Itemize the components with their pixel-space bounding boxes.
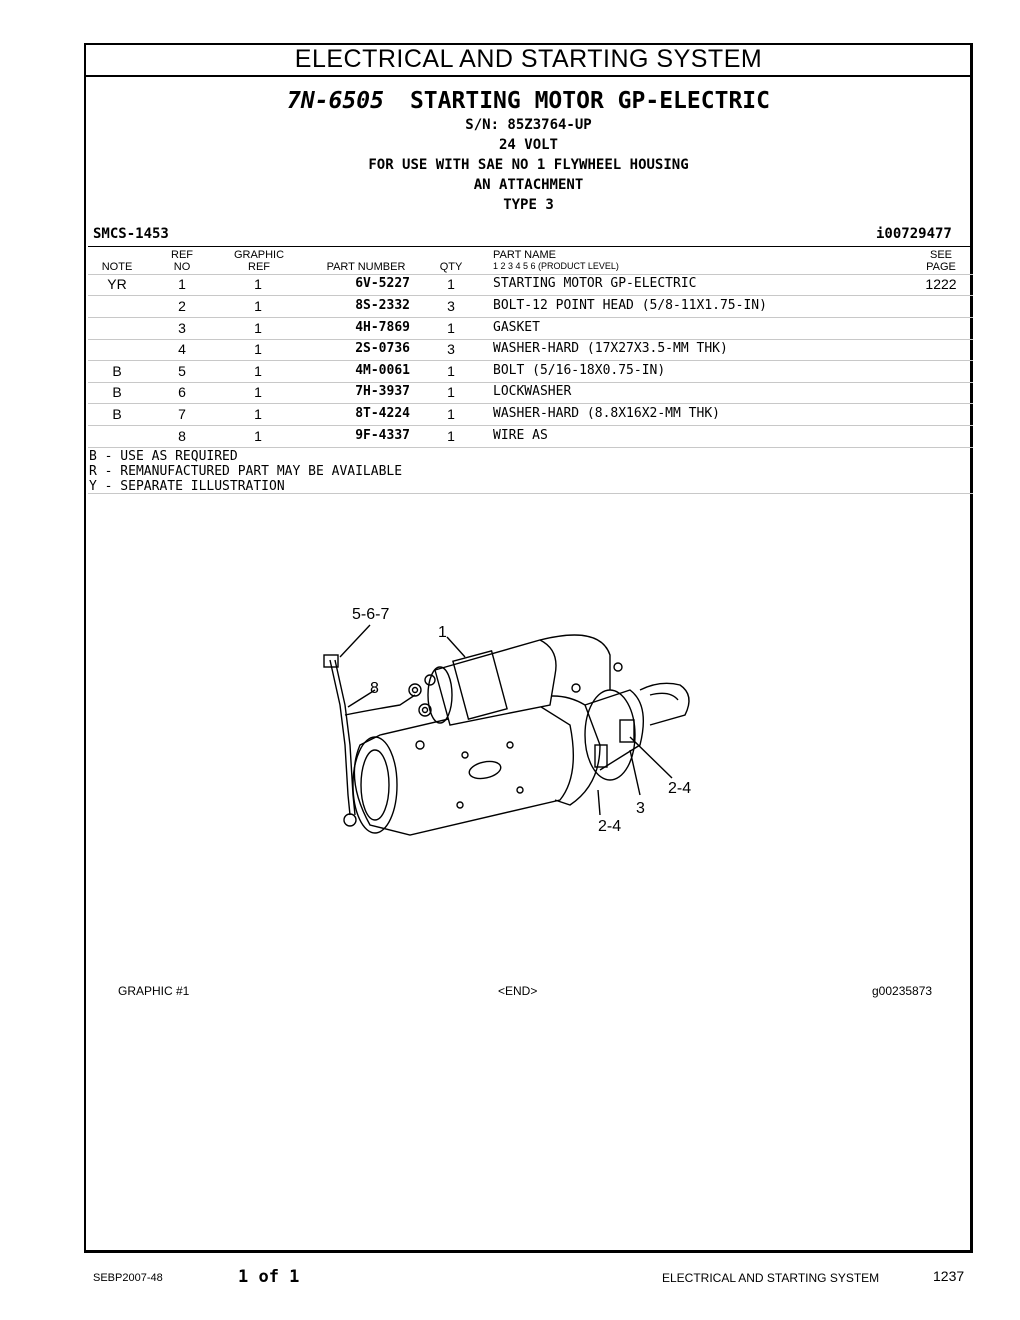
col-ref-bottom: NO	[173, 261, 191, 273]
col-part-name: PART NAME	[493, 249, 556, 261]
col-graphic-top: GRAPHIC	[233, 249, 285, 261]
row-part-number: 6V-5227	[355, 276, 410, 291]
row-note: B	[112, 406, 122, 422]
row-see-page: 1222	[925, 276, 957, 292]
callout-2-4-upper: 2-4	[668, 780, 692, 797]
row-graphic-ref: 1	[254, 428, 262, 444]
row-qty: 1	[447, 406, 455, 422]
row-qty: 1	[447, 384, 455, 400]
col-part-number: PART NUMBER	[326, 261, 406, 273]
row-ref: 8	[178, 428, 186, 444]
row-rule	[88, 295, 973, 296]
row-rule	[88, 360, 973, 361]
header-rule	[88, 246, 973, 247]
row-ref: 7	[178, 406, 186, 422]
smcs-code: SMCS-1453	[93, 226, 169, 242]
callout-2-4-lower: 2-4	[598, 818, 622, 835]
row-graphic-ref: 1	[254, 276, 262, 292]
row-part-number: 9F-4337	[355, 428, 410, 443]
row-rule	[88, 382, 973, 383]
col-see-top: SEE	[929, 249, 952, 261]
row-part-number: 4H-7869	[355, 320, 410, 335]
header-part-name: STARTING MOTOR GP-ELECTRIC	[409, 88, 770, 114]
row-ref: 6	[178, 384, 186, 400]
serial-number: S/N: 85Z3764-UP	[465, 117, 592, 133]
attachment-note: AN ATTACHMENT	[473, 177, 584, 193]
col-qty: QTY	[439, 261, 463, 273]
row-part-name: BOLT (5/16-18X0.75-IN)	[493, 363, 666, 378]
col-see-bottom: PAGE	[926, 261, 956, 273]
row-note: YR	[107, 276, 127, 292]
row-qty: 1	[447, 428, 455, 444]
callout-5-6-7: 5-6-7	[352, 606, 390, 623]
end-marker: <END>	[498, 984, 538, 998]
row-part-name: WASHER-HARD (8.8X16X2-MM THK)	[493, 406, 720, 421]
col-product-level: 1 2 3 4 5 6 (PRODUCT LEVEL)	[493, 261, 619, 271]
starting-motor-illustration	[300, 595, 720, 840]
row-part-name: BOLT-12 POINT HEAD (5/8-11X1.75-IN)	[493, 298, 767, 313]
footer-section: ELECTRICAL AND STARTING SYSTEM	[662, 1271, 880, 1285]
row-graphic-ref: 1	[254, 298, 262, 314]
col-graphic-bottom: REF	[248, 261, 270, 273]
row-part-name: STARTING MOTOR GP-ELECTRIC	[493, 276, 697, 291]
doc-id: i00729477	[876, 226, 952, 242]
col-note: NOTE	[101, 261, 133, 273]
row-ref: 4	[178, 341, 186, 357]
callout-3: 3	[636, 800, 645, 817]
row-graphic-ref: 1	[254, 363, 262, 379]
row-part-name: WIRE AS	[493, 428, 548, 443]
col-ref-top: REF	[171, 249, 193, 261]
row-note: B	[112, 363, 122, 379]
row-part-name: GASKET	[493, 320, 540, 335]
row-rule	[88, 339, 973, 340]
row-note: B	[112, 384, 122, 400]
part-title	[84, 88, 973, 114]
row-ref: 3	[178, 320, 186, 336]
footer-page-of: 1 of 1	[238, 1267, 300, 1287]
row-graphic-ref: 1	[254, 384, 262, 400]
row-qty: 1	[447, 363, 455, 379]
row-part-number: 2S-0736	[355, 341, 410, 356]
row-graphic-ref: 1	[254, 341, 262, 357]
row-rule	[88, 447, 973, 448]
footer-page-number: 1237	[933, 1268, 965, 1284]
row-qty: 3	[447, 341, 455, 357]
row-part-number: 8T-4224	[355, 406, 410, 421]
row-qty: 3	[447, 298, 455, 314]
row-rule	[88, 425, 973, 426]
row-part-name: WASHER-HARD (17X27X3.5-MM THK)	[493, 341, 728, 356]
legend-use-as-required: B - USE AS REQUIRED	[89, 449, 238, 464]
footer-doc-number: SEBP2007-48	[93, 1272, 163, 1284]
legend-separate-illustration: Y - SEPARATE ILLUSTRATION	[89, 479, 285, 494]
row-rule	[88, 317, 973, 318]
usage-note: FOR USE WITH SAE NO 1 FLYWHEEL HOUSING	[368, 157, 689, 173]
section-title: ELECTRICAL AND STARTING SYSTEM	[84, 43, 973, 77]
row-rule	[88, 403, 973, 404]
row-part-number: 8S-2332	[355, 298, 410, 313]
callout-1: 1	[438, 624, 447, 641]
graphic-id: g00235873	[872, 984, 933, 998]
row-graphic-ref: 1	[254, 320, 262, 336]
row-ref: 5	[178, 363, 186, 379]
row-ref: 1	[178, 276, 186, 292]
row-qty: 1	[447, 320, 455, 336]
row-graphic-ref: 1	[254, 406, 262, 422]
header-part-number: 7N-6505	[287, 88, 384, 114]
type-note: TYPE 3	[503, 197, 554, 213]
legend-rule	[88, 493, 973, 494]
row-part-number: 4M-0061	[355, 363, 410, 378]
row-part-number: 7H-3937	[355, 384, 410, 399]
voltage: 24 VOLT	[498, 137, 558, 153]
callout-8: 8	[370, 680, 379, 697]
row-rule	[88, 274, 973, 275]
graphic-caption: GRAPHIC #1	[118, 984, 190, 998]
row-qty: 1	[447, 276, 455, 292]
legend-remanufactured: R - REMANUFACTURED PART MAY BE AVAILABLE	[89, 464, 403, 479]
row-part-name: LOCKWASHER	[493, 384, 572, 399]
row-ref: 2	[178, 298, 186, 314]
